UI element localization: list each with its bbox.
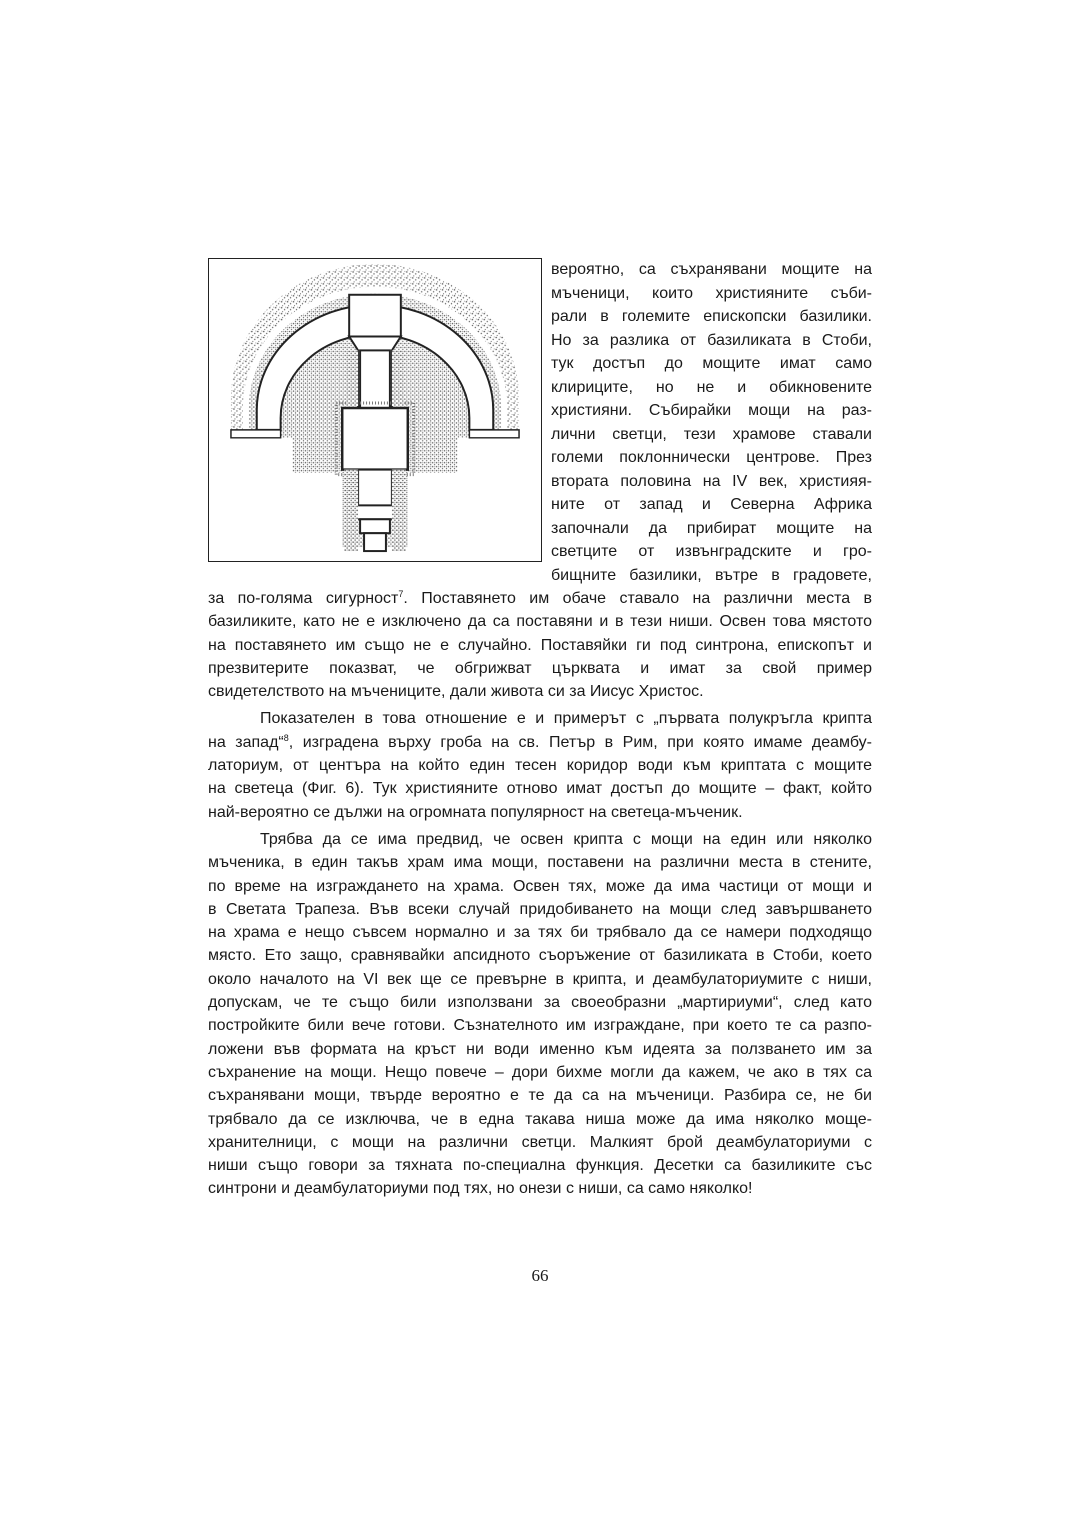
body-text — [208, 587, 872, 1201]
text-line: презвитерите показват, че обгрижват църквата и имат за свой пример — [208, 659, 872, 677]
text-line: християни. Събирайки мощи на раз- — [551, 402, 872, 419]
text-line: свидетелството на мъчениците, дали живота си за Иисус Христос. — [208, 683, 704, 701]
text-fragment: , изградена върху гроба на св. Петър в Рим, при която имаме деамбу- — [288, 733, 872, 751]
text-line: трябвало да се изключва, че в една такава ниша може да има няколко моще- — [208, 1110, 872, 1128]
text-line: място. Ето защо, сравнявайки апсидното съоръжение от базиликата в Стоби, което — [208, 947, 872, 965]
text-line: големи поклоннически центрове. През — [551, 449, 872, 466]
text-line: постройките били вече готови. Съзнателното им изграждане, при което те са разпо- — [208, 1017, 872, 1035]
text-line: най-вероятно се дължи на огромната популярност на светеца-мъченик. — [208, 803, 743, 821]
text-line: съхранявани мощи, твърде вероятно е те да са на мъченици. Разбира се, не би — [208, 1087, 872, 1105]
text-line: ложени във формата на кръст ни води именно към идеята за ползването им за — [208, 1040, 872, 1058]
text-line: латориум, от центъра на който един тесен коридор води към криптата с мощите — [208, 757, 872, 775]
footnote-ref-8: 8 — [283, 732, 289, 743]
text-fragment: . Поставянето им обаче ставало на различни места в — [403, 590, 872, 607]
text-line: по време на изграждането на храма. Освен тях, може да има частици от мощи и — [208, 877, 872, 895]
text-line: Трябва да се има предвид, че освен крипта с мощи на един или няколко — [260, 830, 872, 848]
paragraph-1 — [208, 587, 872, 703]
wrapped-text-column — [551, 258, 872, 587]
text-line: на поставянето им също не е случайно. Поставяйки ги под синтрона, епископът и — [208, 636, 872, 654]
figure-crypt-plan — [208, 258, 542, 562]
text-line: хранителници, с мощи на различни светци. Малкият брой деамбулаториуми с — [208, 1133, 872, 1151]
text-line: в Светата Трапеза. Във всеки случай придобиването на мощи след завършването — [208, 900, 872, 918]
paragraph-3 — [208, 828, 872, 1201]
text-line: светците от извънградските и гро- — [551, 543, 872, 560]
text-line: Но за разлика от базиликата в Стоби, — [551, 331, 872, 349]
text-line: вероятно, са съхранявани мощите на — [551, 261, 872, 278]
text-line: мъченици, които християните съби- — [551, 284, 872, 302]
text-line: мъченика, в един такъв храм има мощи, поставени на различни места в стените, — [208, 854, 872, 872]
text-line: тук достъп до мощите имат само — [551, 355, 872, 372]
text-line: на светеца (Фиг. 6). Тук християните отново имат достъп до мощите – факт, който — [208, 780, 872, 798]
text-line: базиликите, като не е изключено да са поставяни и в тези ниши. Освен това мястото — [208, 613, 872, 631]
paragraph-2 — [208, 707, 872, 823]
text-line — [208, 587, 872, 610]
text-line: допускам, че те също били използвани за своеобразни „мартириуми“, след като — [208, 994, 872, 1012]
text-line: Показателен в това отношение е и примерът с „първата полукръгла крипта — [260, 710, 872, 728]
text-line: ниши също говори за тяхната по-специална функция. Десетки са базиликите със — [208, 1157, 872, 1175]
text-line: рали в големите епископски базилики. — [551, 308, 872, 325]
footnote-ref-7: 7 — [398, 589, 404, 599]
text-fragment: на запад“ — [208, 733, 284, 751]
text-line: синтрони и деамбулаториуми под тях, но онези с ниши, са само няколко! — [208, 1180, 753, 1198]
text-line: ните от запад и Северна Африка — [551, 496, 872, 513]
text-line — [208, 731, 872, 754]
text-line: започнали да прибират мощите на — [551, 519, 872, 537]
text-line: бищните базилики, вътре в градовете, — [551, 566, 872, 584]
text-line: около началото на VI век ще се превърне в крипта, и деамбулаториумите с ниши, — [208, 970, 872, 988]
text-line: на храма е нещо съвсем нормално и за тях би трябвало да се намери подходящо — [208, 924, 872, 942]
text-line: клириците, но не и обикновените — [551, 378, 872, 396]
text-line: втората половина на IV век, християя- — [551, 472, 872, 490]
text-fragment: за по-голяма сигурност — [208, 590, 399, 607]
text-line: лични светци, тези храмове ставали — [551, 425, 872, 443]
text-line: съхранение на мощи. Нещо повече – дори бихме могли да кажем, че ако в тях са — [208, 1063, 872, 1081]
page-number: 66 — [531, 1266, 549, 1285]
crypt-plan-drawing-icon — [209, 259, 541, 561]
